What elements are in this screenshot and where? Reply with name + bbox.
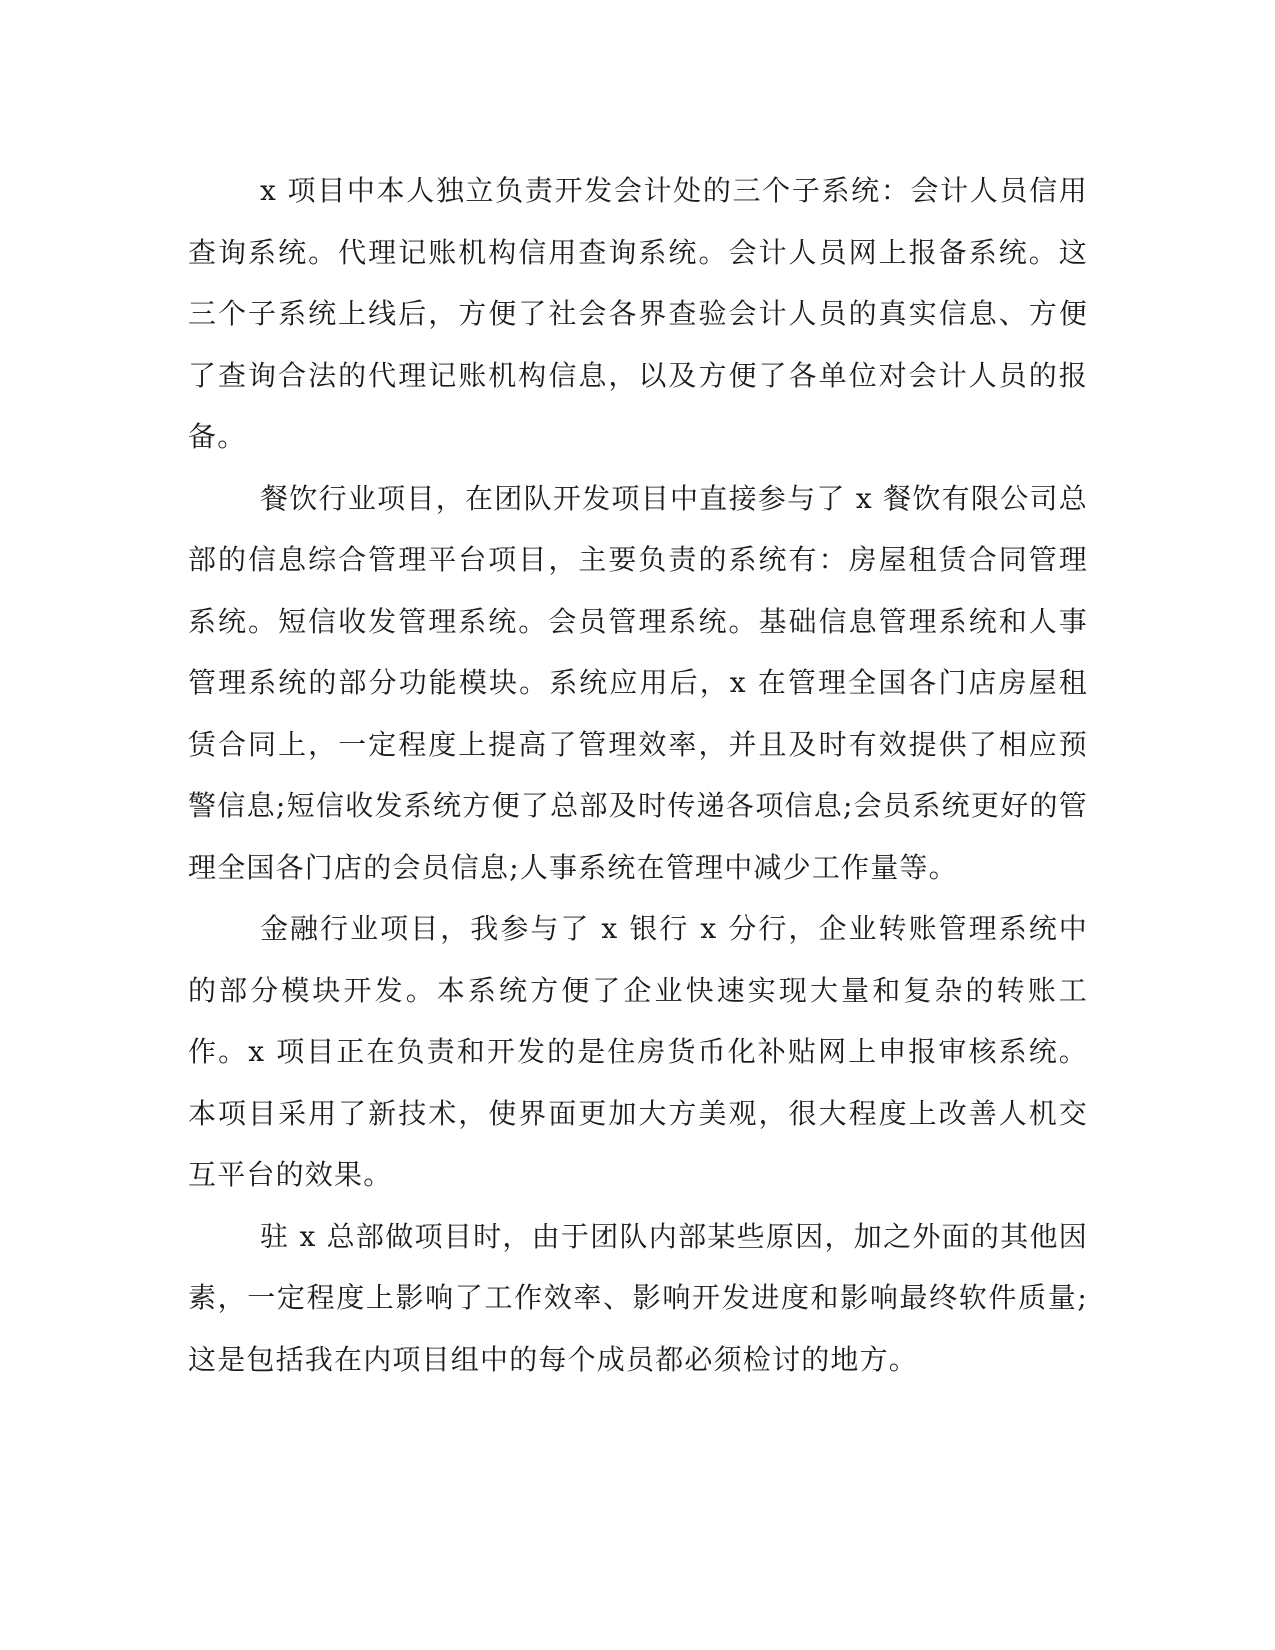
paragraph-catering-project: 餐饮行业项目，在团队开发项目中直接参与了 x 餐饮有限公司总部的信息综合管理平台项目，主要负责的系统有：房屋租赁合同管理系统。短信收发管理系统。会员管理系统。基础信息管理系统和人事管理系统的部分功能模块。系统应用后，x 在管理全国各门店房屋租赁合同上，一定程度上提高了管理效率，并且及时有效提供了相应预警信息;短信收发系统方便了总部及时传递各项信息;会员系统更好的管理全国各门店的会员信息;人事系统在管理中减少工作量等。 [188,481,1088,884]
document-body [188,160,1088,1390]
paragraph-accounting-project: x 项目中本人独立负责开发会计处的三个子系统：会计人员信用查询系统。代理记账机构信用查询系统。会计人员网上报备系统。这三个子系统上线后，方便了社会各界查验会计人员的真实信息、方便了查询合法的代理记账机构信息，以及方便了各单位对会计人员的报备。 [188,174,1088,453]
paragraph-finance-project: 金融行业项目，我参与了 x 银行 x 分行，企业转账管理系统中的部分模块开发。本系统方便了企业快速实现大量和复杂的转账工作。x 项目正在负责和开发的是住房货币化补贴网上申报审核系统。本项目采用了新技术，使界面更加大方美观，很大程度上改善人机交互平台的效果。 [188,912,1088,1191]
paragraph-headquarters-review: 驻 x 总部做项目时，由于团队内部某些原因，加之外面的其他因素，一定程度上影响了工作效率、影响开发进度和影响最终软件质量;这是包括我在内项目组中的每个成员都必须检讨的地方。 [188,1219,1088,1376]
